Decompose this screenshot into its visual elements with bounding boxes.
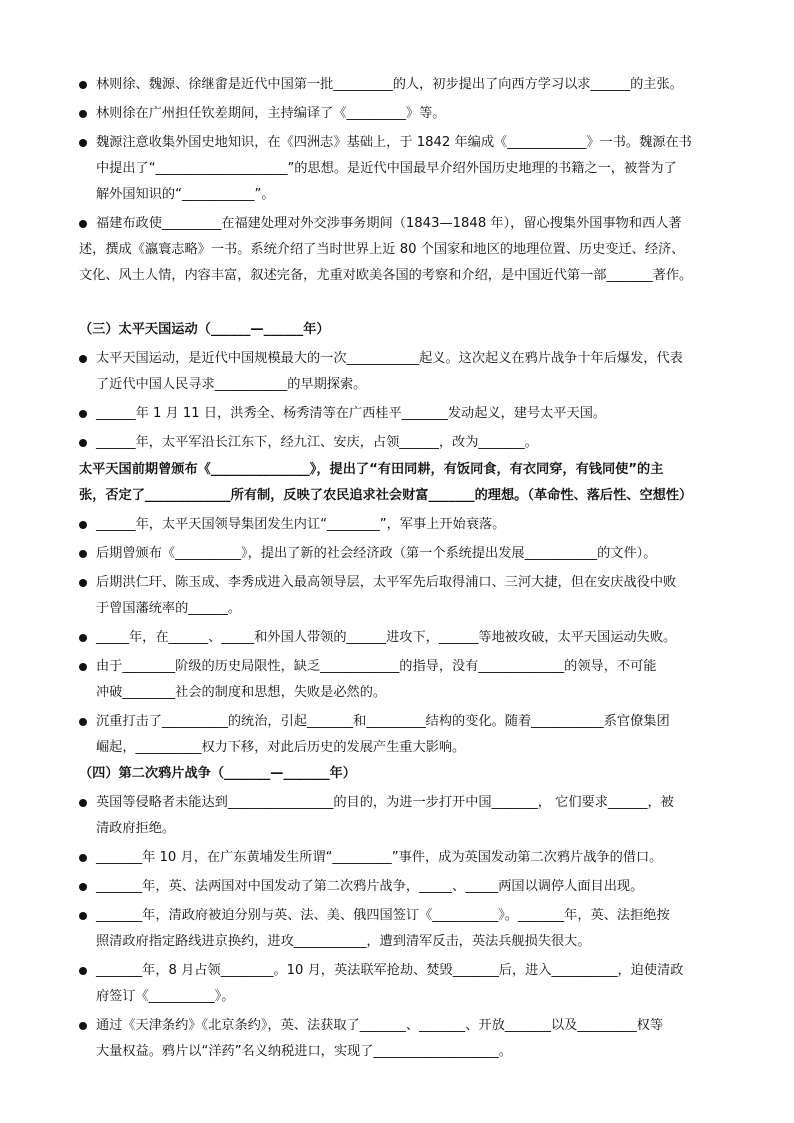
bullet-marker: [79, 1022, 87, 1030]
bullet-marker: [79, 883, 87, 891]
text-line: 照清政府指定路线进京换约，进攻___________，遭到清军反击，英法兵舰损失很大。: [96, 934, 591, 949]
text-line: _____年，在______、_____和外国人带领的______进攻下，______等地被攻破，太平天国运动失败。: [96, 630, 677, 645]
bullet-marker: [79, 799, 87, 807]
bullet-marker: [79, 967, 87, 975]
text-line: 后期曾颁布《__________》，提出了新的社会经济政（第一个系统提出发展___________的文件）。: [96, 546, 657, 561]
bullet-marker: [79, 81, 87, 89]
text-line: 冲破________社会的制度和思想，失败是必然的。: [96, 685, 387, 700]
bullet-marker: [79, 579, 87, 587]
bullet-marker: [79, 550, 87, 558]
text-line: 林则徐、魏源、徐继畬是近代中国第一批_________的人，初步提出了向西方学习以求______的主张。: [96, 77, 683, 92]
text-line: ______年 1 月 11 日，洪秀全、杨秀清等在广西桂平_______发动起义，建号太平天国。: [96, 406, 607, 421]
bullet-marker: [79, 139, 87, 147]
text-line: ______年，太平天国领导集团发生内讧“________”，军事上开始衰落。: [96, 517, 506, 532]
section-heading-taiping: （三）太平天国运动（______—______年）: [79, 322, 330, 337]
section-heading-second-opium-war: （四）第二次鸦片战争（_______—_______年）: [79, 766, 356, 781]
bullet-marker: [79, 718, 87, 726]
text-line: _______年，英、法两国对中国发动了第二次鸦片战争，_____、_____两国以调停人面目出现。: [96, 879, 644, 894]
text-line: _______年 10 月，在广东黄埔发生所谓“_________”事件，成为英国发动第二次鸦片战争的借口。: [96, 850, 663, 865]
text-line: 福建布政使_________在福建处理对外交涉事务期间（1843—1848 年），留心搜集外国事物和西人著: [96, 216, 682, 231]
text-line: 文化、风土人情，内容丰富，叙述完备，尤重对欧美各国的考察和介绍，是中国近代第一部_______著作。: [79, 268, 693, 283]
text-line: 由于________阶级的历史局限性，缺乏____________的指导，没有_____________的领导，不可能: [96, 659, 657, 674]
text-line: 太平天国运动，是近代中国规模最大的一次___________起义。这次起义在鸦片战争十年后爆发，代表: [96, 351, 683, 366]
text-line: 林则徐在广州担任钦差期间，主持编译了《_________》等。: [96, 106, 446, 121]
text-line: 沉重打击了__________的统治，引起_______和_________结构的变化。随着___________系官僚集团: [96, 714, 670, 729]
text-line: 了近代中国人民寻求___________的早期探索。: [96, 377, 367, 392]
bullet-marker: [79, 634, 87, 642]
text-line: 于曾国藩统率的______。: [96, 601, 242, 616]
text-line: 中提出了“____________________”的思想。是近代中国最早介绍外国历史地理的书籍之一，被誉为了: [96, 161, 677, 176]
text-line: _______年，8 月占领________。10 月，英法联军抢劫、焚毁_______后，进入__________，迫使清政: [96, 963, 684, 978]
bullet-marker: [79, 854, 87, 862]
text-line: 清政府拒绝。: [96, 821, 176, 836]
text-line: 解外国知识的“___________”。: [96, 187, 275, 202]
bullet-marker: [79, 355, 87, 363]
bullet-marker: [79, 410, 87, 418]
text-line: _______年，清政府被迫分别与英、法、美、俄四国签订《__________》。_______年，英、法拒绝按: [96, 908, 670, 923]
text-line: 魏源注意收集外国史地知识，在《四洲志》基础上，于 1842 年编成《____________》一书。魏源在书: [96, 135, 692, 150]
text-line: 通过《天津条约》《北京条约》，英、法获取了_______、_______、开放_______以及_________权等: [96, 1018, 664, 1033]
bullet-marker: [79, 663, 87, 671]
text-line: 大量权益。鸦片以“洋药”名义纳税进口，实现了___________________。: [96, 1044, 512, 1059]
text-line: 后期洪仁玕、陈玉成、李秀成进入最高领导层，太平军先后取得浦口、三河大捷，但在安庆战役中败: [96, 575, 677, 590]
bullet-marker: [79, 220, 87, 228]
text-line: 太平天国前期曾颁布《_______________》，提出了“有田同耕，有饭同食，有衣同穿，有钱同使”的主: [79, 462, 664, 477]
text-line: 述，撰成《瀛寰志略》一书。系统介绍了当时世界上近 80 个国家和地区的地理位置、历史变迁、经济、: [79, 242, 685, 257]
text-line: 英国等侵略者未能达到________________的目的，为进一步打开中国_______， 它们要求______，被: [96, 795, 674, 810]
text-line: ______年，太平军沿长江东下，经九江、安庆，占领______，改为_______。: [96, 435, 538, 450]
bullet-marker: [79, 439, 87, 447]
text-line: 府签订《__________》。: [96, 989, 235, 1004]
bullet-marker: [79, 912, 87, 920]
bullet-marker: [79, 110, 87, 118]
text-line: 崛起，__________权力下移，对此后历史的发展产生重大影响。: [96, 740, 466, 755]
bullet-marker: [79, 521, 87, 529]
text-line: 张，否定了_____________所有制，反映了农民追求社会财富_______的理想。（革命性、落后性、空想性）: [79, 488, 693, 503]
